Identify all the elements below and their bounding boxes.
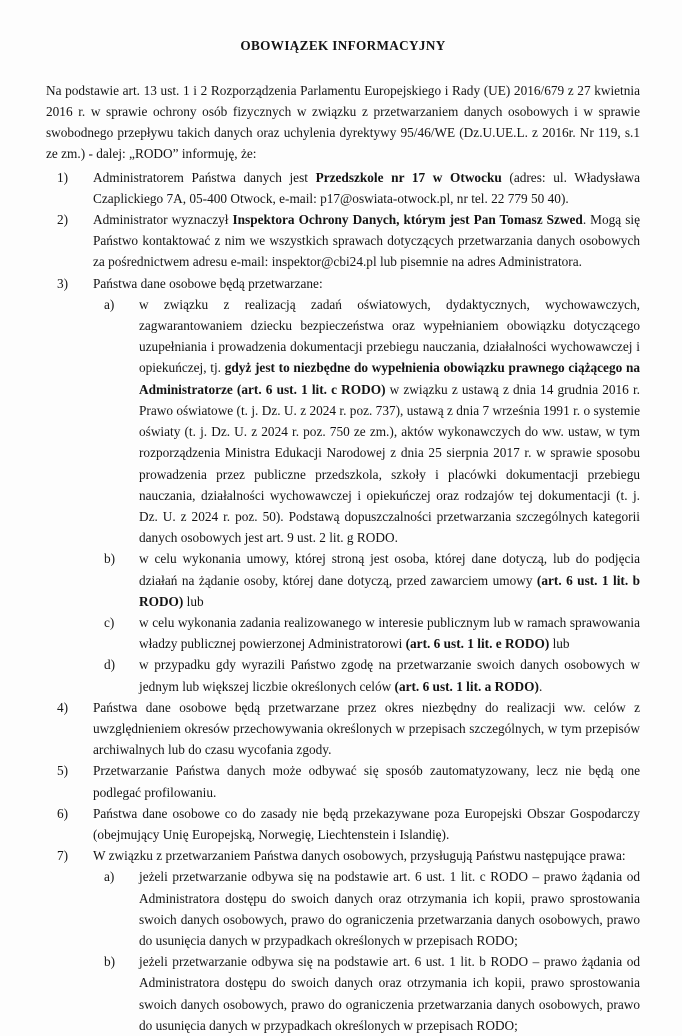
item-3a-bold-legal-basis: gdyż jest to niezbędne do wypełnienia obowiązku prawnego ciążącego na Administratorze (art. 6 ust. 1 lit. c RODO)	[139, 360, 640, 397]
numbered-list	[46, 167, 640, 1036]
item-7a-text: jeżeli przetwarzanie odbywa się na podstawie art. 6 ust. 1 lit. c RODO – prawo żądania od Administratora dostępu do swoich danych oraz otrzymania ich kopii, prawo sprostowania swoich danych osobowych, prawo do ograniczenia przetwarzania danych osobowych, prawo do usunięcia danych w przypadkach określonych w przepisach RODO;	[139, 869, 640, 948]
list-item-4	[46, 697, 640, 761]
item-3a-text-part1: w związku z realizacją zadań oświatowych, dydaktycznych, wychowawczych, zagwarantowaniem dziecku bezpieczeństwa oraz wypełnianiem obowiązku dotyczącego uzupełniania i prowadzenia dokumentacji przebiegu nauczania, działalności wychowawczej i opiekuńczej, tj.	[139, 296, 640, 376]
sublist-item-3b	[93, 548, 640, 612]
item-2-text-part2: . Mogą się Państwo kontaktować z nim we wszystkich sprawach dotyczących przetwarzania danych osobowych za pośrednictwem adresu e-mail: inspektor@cbi24.pl lub pisemnie na adres Administratora.	[93, 212, 640, 270]
list-marker-7: 7)	[57, 848, 69, 864]
sublist-item-3d	[93, 654, 640, 696]
list-marker-2: 2)	[57, 212, 69, 228]
item-3c-bold-legal-basis: (art. 6 ust. 1 lit. e RODO)	[405, 636, 550, 652]
item-7-lead-text: W związku z przetwarzaniem Państwa danych osobowych, przysługują Państwu następujące prawa:	[93, 848, 626, 864]
item-5-text: Przetwarzanie Państwa danych może odbywać się sposób zautomatyzowany, lecz nie będą one podlegać profilowaniu.	[93, 763, 640, 800]
list-marker-4: 4)	[57, 699, 69, 715]
item-4-text: Państwa dane osobowe będą przetwarzane przez okres niezbędny do realizacji ww. celów z uwzględnieniem okresów przechowywania określonych w przepisach szczególnych, w tym przepisów archiwalnych lub do czasu wycofania zgody.	[93, 699, 640, 758]
sublist-marker-7a: a)	[104, 869, 115, 885]
sublist-marker-3a: a)	[104, 296, 115, 312]
item-1-bold-administrator-name: Przedszkole nr 17 w Otwocku	[315, 169, 502, 185]
item-2-bold-dpo-name: Inspektora Ochrony Danych, którym jest Pan Tomasz Szwed	[232, 212, 583, 228]
sublist-marker-3d: d)	[104, 657, 116, 673]
list-marker-5: 5)	[57, 763, 69, 779]
sublist-item-7b	[93, 951, 640, 1036]
sublist-marker-7b: b)	[104, 954, 116, 970]
item-2-text-part1: Administrator wyznaczył	[93, 212, 233, 228]
sublist-marker-3c: c)	[104, 614, 115, 630]
item-3d-text-part2: .	[538, 678, 543, 694]
sublist-7	[93, 866, 640, 1036]
item-7b-text: jeżeli przetwarzanie odbywa się na podstawie art. 6 ust. 1 lit. b RODO – prawo żądania od Administratora dostępu do swoich danych oraz otrzymania ich kopii, prawo sprostowania swoich danych osobowych, prawo do ograniczenia przetwarzania danych osobowych, prawo do usunięcia danych w przypadkach określonych w przepisach RODO;	[139, 954, 640, 1033]
item-3-lead-text: Państwa dane osobowe będą przetwarzane:	[93, 275, 323, 291]
list-item-6	[46, 803, 640, 845]
sublist-3	[93, 294, 640, 697]
item-3b-text-part2: lub	[183, 593, 204, 609]
item-3d-text-part1: w przypadku gdy wyrazili Państwo zgodę na przetwarzanie swoich danych osobowych w jednym lub większej liczbie określonych celów	[139, 657, 640, 694]
list-item-7	[46, 845, 640, 1036]
sublist-item-3c	[93, 612, 640, 654]
intro-paragraph: Na podstawie art. 13 ust. 1 i 2 Rozporządzenia Parlamentu Europejskiego i Rady (UE) 2016/679 z 27 kwietnia 2016 r. w sprawie ochrony osób fizycznych w związku z przetwarzaniem danych osobowych i w sprawie swobodnego przepływu takich danych oraz uchylenia dyrektywy 95/46/WE (Dz.U.UE.L. z 2016r. Nr 119, s.1 ze zm.) - dalej: „RODO” informuję, że:	[46, 82, 640, 162]
sublist-item-3a	[93, 294, 640, 548]
list-marker-6: 6)	[57, 805, 69, 821]
list-item-5	[46, 760, 640, 802]
sublist-item-7a	[93, 866, 640, 951]
page-title: OBOWIĄZEK INFORMACYJNY	[240, 38, 446, 53]
list-item-2	[46, 209, 640, 273]
item-3b-text-part1: w celu wykonania umowy, której stroną jest osoba, której dane dotyczą, lub do podjęcia działań na żądanie osoby, której dane dotyczą, przed zawarciem umowy	[139, 551, 640, 588]
list-marker-1: 1)	[57, 169, 69, 185]
item-3c-text-part1: w celu wykonania zadania realizowanego w interesie publicznym lub w ramach sprawowania władzy publicznej powierzonej Administratorowi	[139, 614, 640, 652]
item-1-text-part2: (adres: ul. Władysława Czaplickiego 7A, 05-400 Otwock, e-mail: p17@oswiata-otwock.pl, nr tel. 22 779 50 40).	[93, 169, 641, 206]
item-3b-bold-legal-basis: (art. 6 ust. 1 lit. b RODO)	[139, 572, 640, 609]
list-item-1	[46, 167, 640, 209]
item-1-text-part1: Administratorem Państwa danych jest	[93, 169, 316, 185]
item-6-text: Państwa dane osobowe co do zasady nie będą przekazywane poza Europejski Obszar Gospodarczy (obejmujący Unię Europejską, Norwegię, Liechtenstein i Islandię).	[93, 805, 640, 842]
sublist-marker-3b: b)	[104, 551, 116, 567]
item-3d-bold-legal-basis: (art. 6 ust. 1 lit. a RODO)	[394, 678, 539, 694]
item-3c-text-part2: lub	[549, 636, 570, 652]
list-marker-3: 3)	[57, 275, 69, 291]
list-item-3	[46, 273, 640, 697]
item-3a-text-part2: w związku z ustawą z dnia 14 grudnia 2016 r. Prawo oświatowe (t. j. Dz. U. z 2024 r. poz. 737), ustawą z dnia 7 września 1991 r. o systemie oświaty (t. j. Dz. U. z 2024 r. poz. 750 ze zm.), aktów wykonawczych do ww. ustaw, w tym rozporządzenia Ministra Edukacji Narodowej z dnia 25 sierpnia 2017 r. w sprawie sposobu prowadzenia przez publiczne przedszkola, szkoły i placówki dokumentacji przebiegu nauczania, działalności wychowawczej i opiekuńczej oraz rodzajów tej dokumentacji (t. j. Dz. U. z 2024 r. poz. 50). Podstawą dopuszczalności przetwarzania szczególnych kategorii danych osobowych jest art. 9 ust. 2 lit. g RODO.	[139, 381, 640, 546]
